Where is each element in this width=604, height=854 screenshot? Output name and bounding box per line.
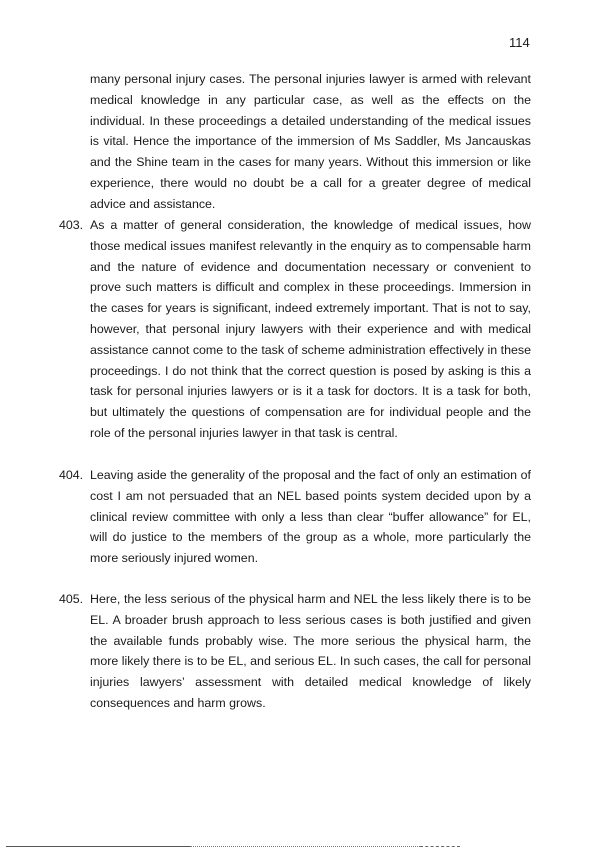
page-number: 114 [509,35,530,50]
footer-rule [6,846,190,847]
footer-rule-dotted [190,846,420,847]
paragraph-number-405: 405. [59,592,84,606]
paragraph-continuation: many personal injury cases. The personal injuries lawyer is armed with relevant medical knowledge in any particular case, as well as the effects on the individual. In these proceedings a detailed understanding of the medical issues is vital. Hence the importance of the immersion of Ms Saddler, Ms Jancauskas and the Shine team in the cases for many years. Without this immersion or like experience, there would no doubt be a call for a greater degree of medical advice and assistance. [90,72,531,211]
paragraph-404: Leaving aside the generality of the proposal and the fact of only an estimation of cost I am not persuaded that an NEL based points system decided upon by a clinical review committee with only a less than clear “buffer allowance” for EL, will do justice to the members of the group as a whole, more particularly the more seriously injured women. [90,468,531,566]
paragraph-number-403: 403. [59,218,84,232]
footer-rule-dashed [420,846,460,847]
paragraph-405: Here, the less serious of the physical harm and NEL the less likely there is to be EL. A broader brush approach to less serious cases is both justified and given the available funds probably wise. The more serious the physical harm, the more likely there is to be EL, and serious EL. In such cases, the call for personal injuries lawyers’ assessment with detailed medical knowledge of likely consequences and harm grows. [90,592,531,710]
paragraph-403: As a matter of general consideration, the knowledge of medical issues, how those medical issues manifest relevantly in the enquiry as to compensable harm and the nature of evidence and documentation necessary or convenient to prove such matters is difficult and complex in these proceedings. Immersion in the cases for years is significant, indeed extremely important. That is not to say, however, that personal injury lawyers with their experience and with medical assistance cannot come to the task of scheme administration effectively in these proceedings. I do not think that the correct question is posed by asking is this a task for personal injuries lawyers or is it a task for doctors. It is a task for both, but ultimately the questions of compensation are for individual people and the role of the personal injuries lawyer in that task is central. [90,218,531,440]
paragraph-number-404: 404. [59,468,84,482]
